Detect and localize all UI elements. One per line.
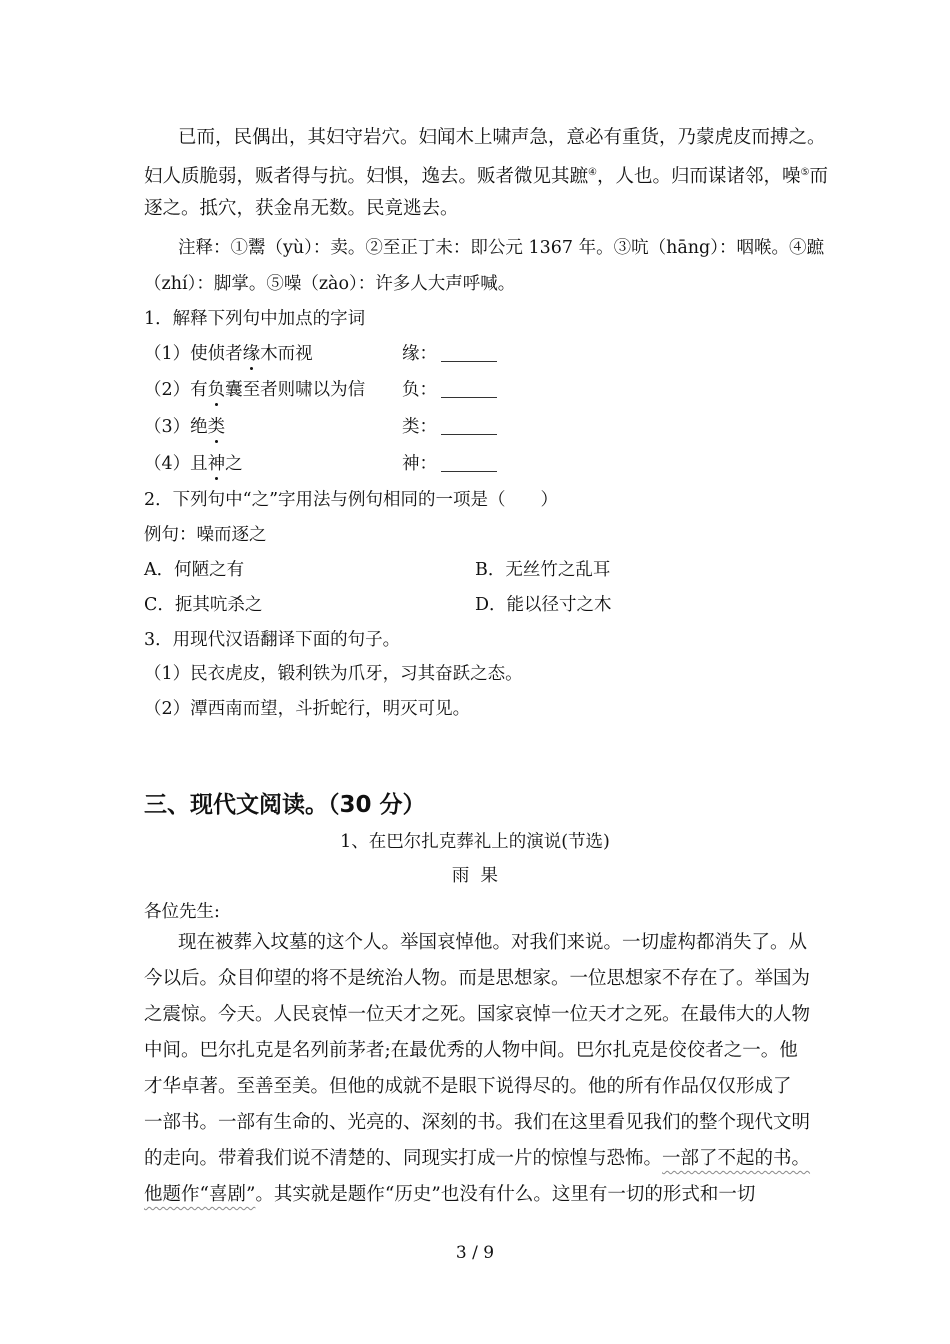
q2-option-d[interactable]: D．能以径寸之木 — [475, 595, 612, 615]
q3-title: 3．用现代汉语翻译下面的句子。 — [144, 630, 401, 650]
q1-item-1: （1）使侦者缘木而视 — [144, 344, 313, 364]
q1-answer-2[interactable]: 负： — [402, 376, 497, 401]
q2-option-c[interactable]: C．扼其吭杀之 — [144, 595, 263, 615]
article-line-6: 一部书。一部有生命的、光亮的、深刻的书。我们在这里看见我们的整个现代文明 — [144, 1112, 811, 1133]
dotted-char: 类 — [207, 417, 226, 437]
q2-option-b[interactable]: B．无丝竹之乱耳 — [475, 560, 611, 580]
article-line-8: 他题作“喜剧”。其实就是题作“历史”也没有什么。这里有一切的形式和一切 — [144, 1184, 756, 1205]
notes-line-1: 注释：①鬻（yù）：卖。②至正丁未：即公元 1367 年。③吭（hāng）：咽喉。④蹠 — [178, 238, 824, 258]
q1-item-3: （3）绝类 — [144, 417, 226, 437]
dotted-char: 神 — [207, 454, 226, 474]
dotted-char: 缘 — [242, 344, 261, 364]
page-number: 3 / 9 — [455, 1243, 495, 1263]
q2-option-a[interactable]: A．何陋之有 — [144, 560, 245, 580]
article-line-3: 之震惊。今天。人民哀悼一位天才之死。国家哀悼一位天才之死。在最伟大的人物 — [144, 1004, 811, 1025]
q3-item-1: （1）民衣虎皮，锻利铁为爪牙，习其奋跃之态。 — [144, 664, 523, 684]
answer-blank[interactable] — [441, 416, 497, 435]
answer-blank[interactable] — [441, 453, 497, 472]
notes-line-2: （zhí）：脚掌。⑤噪（zào）：许多人大声呼喊。 — [144, 274, 516, 294]
article-line-5: 才华卓著。至善至美。但他的成就不是眼下说得尽的。他的所有作品仅仅形成了 — [144, 1076, 792, 1097]
salutation: 各位先生: — [144, 902, 220, 922]
q1-item-2: （2）有负囊至者则啸以为信 — [144, 380, 366, 400]
article-line-2: 今以后。众目仰望的将不是统治人物。而是思想家。一位思想家不存在了。举国为 — [144, 968, 811, 989]
article-author: 雨 果 — [451, 866, 499, 886]
article-title: 1、在巴尔扎克葬礼上的演说(节选) — [340, 832, 610, 852]
answer-blank[interactable] — [441, 379, 497, 398]
passage-line-2: 妇人质脆弱，贩者得与抗。妇惧，逸去。贩者微见其蹠④，人也。归而谋诸邻，噪⑤而 — [144, 166, 828, 188]
q1-title: 1．解释下列句中加点的字词 — [144, 309, 366, 329]
q1-answer-4[interactable]: 神： — [402, 450, 497, 475]
passage-line-3: 逐之。抵穴，获金帛无数。民竟逃去。 — [144, 198, 459, 219]
wavy-underlined-text: 一部了不起的书。 — [662, 1148, 811, 1169]
wavy-underlined-text: 他题作“喜剧” — [144, 1184, 256, 1205]
q1-answer-1[interactable]: 缘： — [402, 340, 497, 365]
q2-title: 2．下列句中“之”字用法与例句相同的一项是（ ） — [144, 490, 559, 510]
section-heading: 三、现代文阅读。（30 分） — [144, 792, 426, 818]
dotted-char: 负 — [207, 380, 226, 400]
q1-answer-3[interactable]: 类： — [402, 413, 497, 438]
article-line-4: 中间。巴尔扎克是名列前茅者;在最优秀的人物中间。巴尔扎克是佼佼者之一。他 — [144, 1040, 798, 1061]
article-line-7: 的走向。带着我们说不清楚的、同现实打成一片的惊惶与恐怖。一部了不起的书。 — [144, 1148, 811, 1169]
article-line-1: 现在被葬入坟墓的这个人。举国哀悼他。对我们来说。一切虚构都消失了。从 — [178, 932, 808, 953]
passage-line-1: 已而，民偶出，其妇守岩穴。妇闻木上啸声急，意必有重货，乃蒙虎皮而搏之。 — [178, 127, 826, 148]
q2-example: 例句：噪而逐之 — [144, 525, 267, 545]
answer-blank[interactable] — [441, 343, 497, 362]
q3-item-2: （2）潭西南而望，斗折蛇行，明灭可见。 — [144, 699, 471, 719]
q1-item-4: （4）且神之 — [144, 454, 243, 474]
